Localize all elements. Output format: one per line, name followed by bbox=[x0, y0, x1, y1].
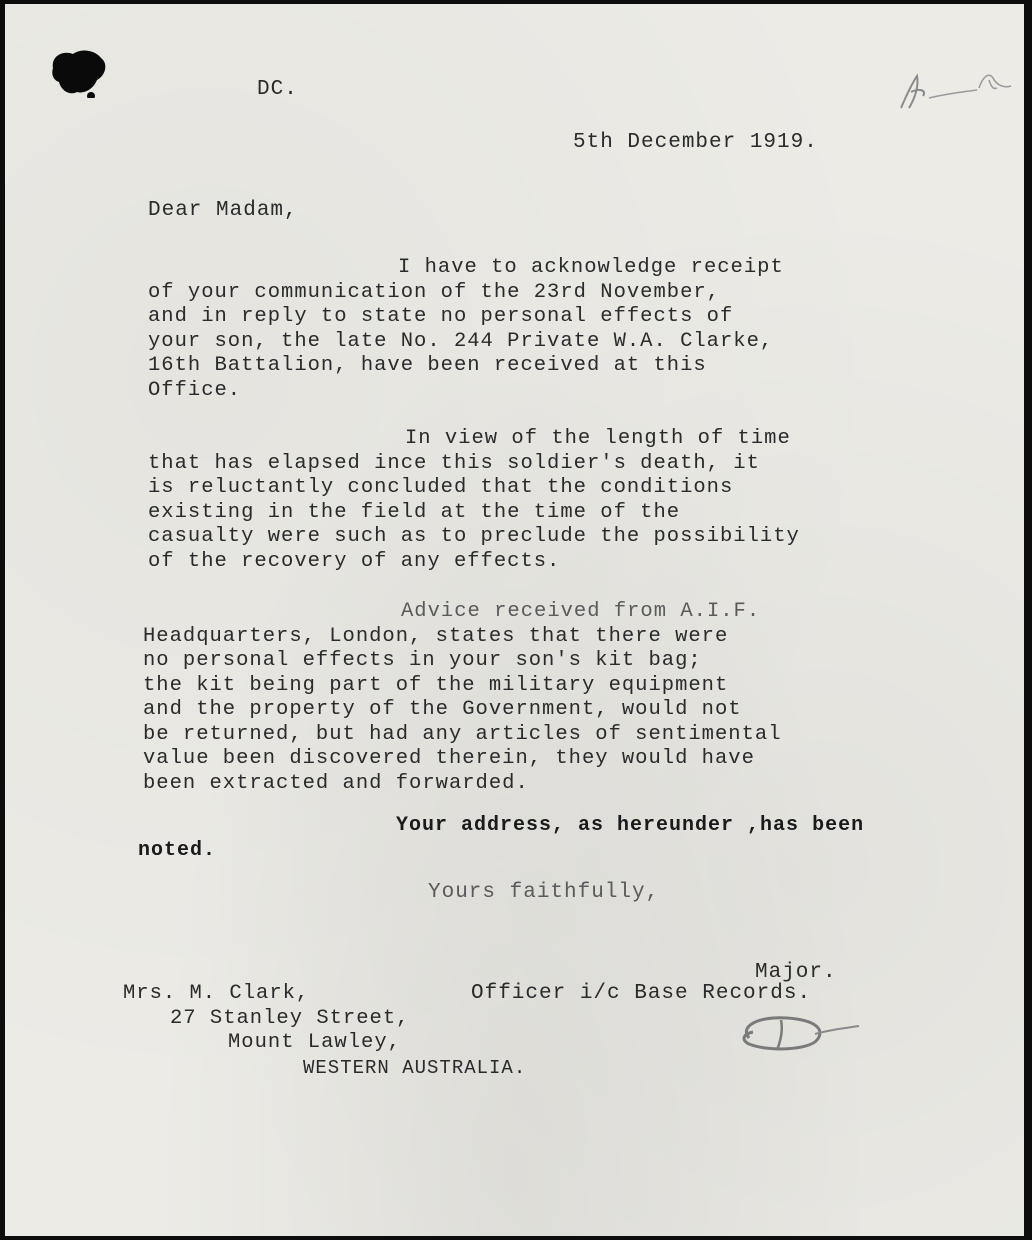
address-line: WESTERN AUSTRALIA. bbox=[303, 1056, 527, 1079]
address-line: 27 Stanley Street, bbox=[170, 1006, 410, 1030]
paragraph-line: noted. bbox=[138, 838, 217, 862]
paragraph-line: Office. bbox=[148, 378, 242, 402]
paragraph-line: value been discovered therein, they would have bbox=[143, 747, 755, 770]
address-line: Mount Lawley, bbox=[228, 1031, 401, 1054]
paragraph-line: and the property of the Government, would not bbox=[143, 698, 742, 721]
punch-hole-mark bbox=[47, 46, 109, 98]
paragraph-line: Headquarters, London, states that there were bbox=[143, 624, 729, 648]
signature-rank: Major. bbox=[755, 961, 837, 984]
paragraph-acknowledgement bbox=[148, 256, 784, 403]
pencil-annotation bbox=[893, 64, 1018, 119]
paragraph-line: In view of the length of time bbox=[405, 427, 791, 450]
paragraph-address-noted bbox=[138, 814, 864, 863]
salutation: Dear Madam, bbox=[148, 199, 298, 222]
paragraph-line: and in reply to state no personal effects of bbox=[148, 305, 734, 328]
signature-title: Officer i/c Base Records. bbox=[471, 982, 812, 1005]
paragraph-aif-advice bbox=[143, 600, 782, 796]
paragraph-line: Your address, as hereunder ,has been bbox=[396, 814, 865, 837]
paragraph-line: that has elapsed ince this soldier's death, it bbox=[148, 451, 760, 475]
paragraph-line: been extracted and forwarded. bbox=[143, 771, 529, 795]
closing: Yours faithfully, bbox=[428, 881, 660, 904]
letter-page bbox=[5, 4, 1024, 1236]
paragraph-line: your son, the late No. 244 Private W.A. Clarke, bbox=[148, 329, 774, 353]
paragraph-line: of the recovery of any effects. bbox=[148, 549, 561, 573]
reference-code: DC. bbox=[257, 78, 298, 101]
pencil-initials-mark bbox=[729, 1008, 864, 1064]
address-line: Mrs. M. Clark, bbox=[123, 982, 310, 1005]
paragraph-line: be returned, but had any articles of sentimental bbox=[143, 722, 782, 746]
paragraph-line: of your communication of the 23rd November, bbox=[148, 280, 720, 304]
paragraph-line: is reluctantly concluded that the conditions bbox=[148, 476, 734, 499]
recipient-address bbox=[123, 982, 526, 1080]
paragraph-line: Advice received from A.I.F. bbox=[401, 600, 761, 623]
paragraph-line: I have to acknowledge receipt bbox=[398, 256, 784, 279]
letter-date: 5th December 1919. bbox=[573, 131, 818, 154]
paragraph-line: no personal effects in your son's kit bag; bbox=[143, 649, 702, 672]
paragraph-line: the kit being part of the military equipment bbox=[143, 673, 729, 697]
paragraph-line: existing in the field at the time of the bbox=[148, 500, 681, 524]
paragraph-line: 16th Battalion, have been received at this bbox=[148, 354, 707, 377]
paragraph-line: casualty were such as to preclude the possibility bbox=[148, 525, 800, 548]
paragraph-elapsed-time bbox=[148, 427, 800, 574]
